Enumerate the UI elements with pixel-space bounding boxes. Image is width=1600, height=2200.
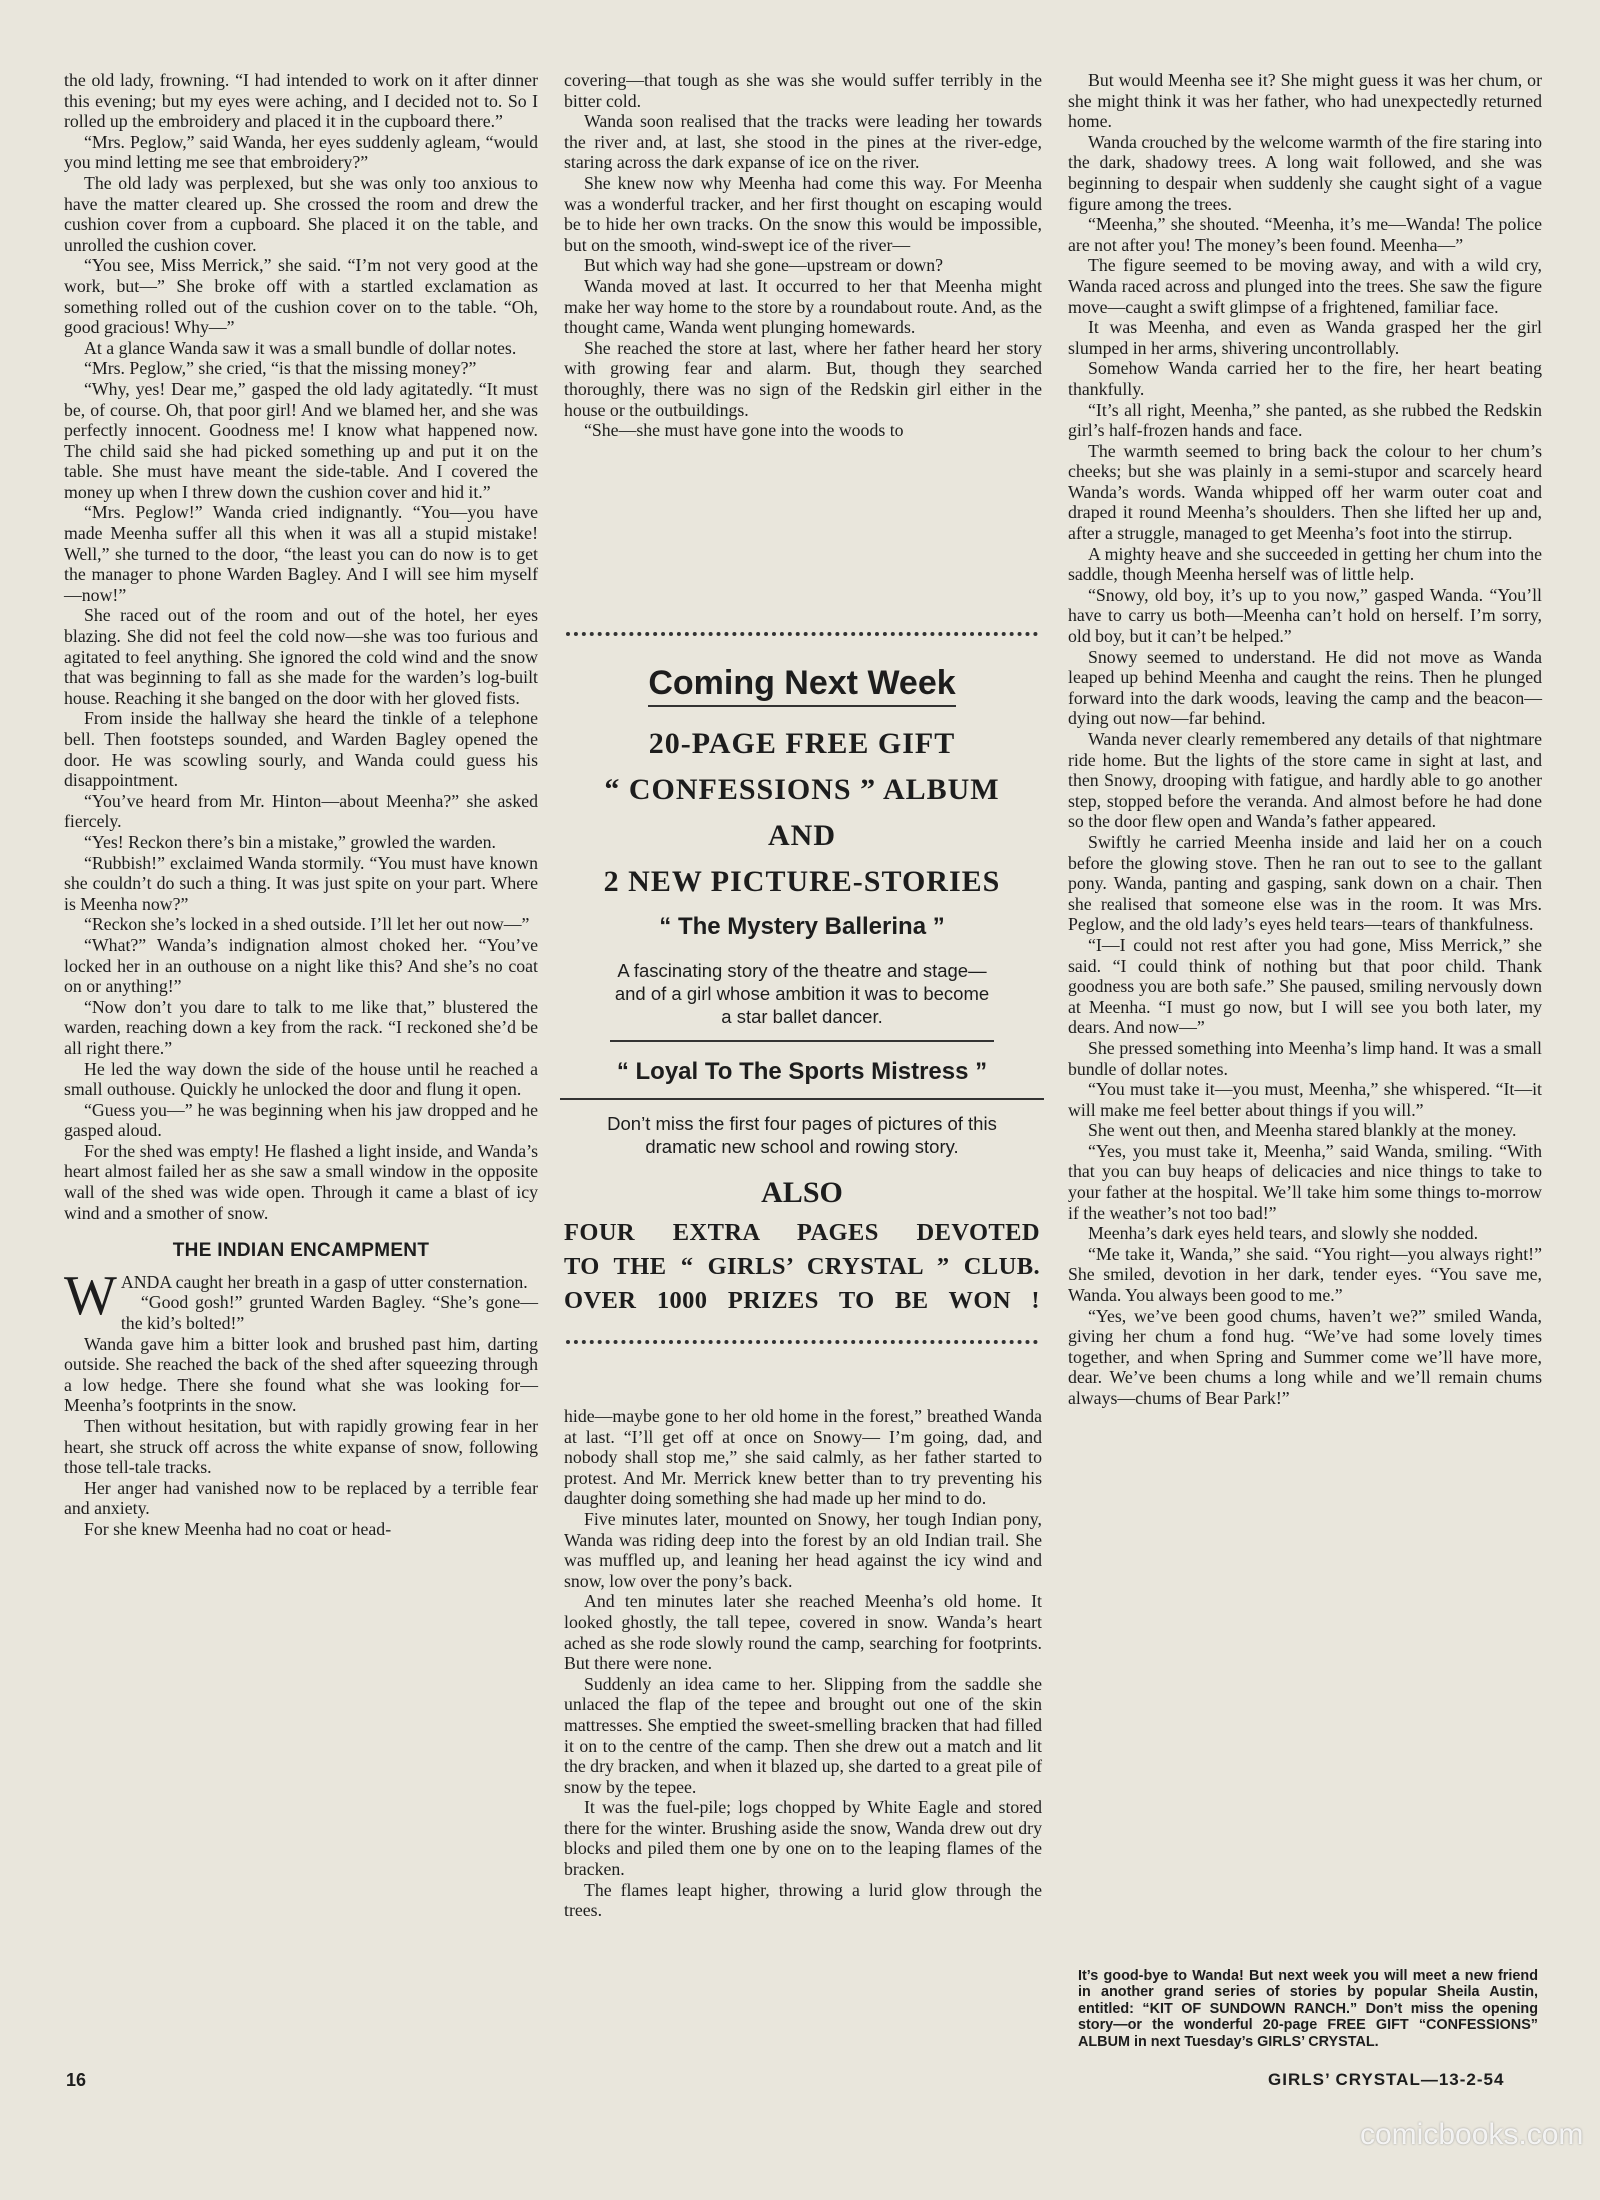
paragraph: Wanda soon realised that the tracks were leading her towards the river and, at last, she stood in the pines at the river-edge, staring across the dark expanse of ice on the river.	[564, 111, 1042, 173]
page-number: 16	[66, 2070, 87, 2090]
paragraph: “What?” Wanda’s indignation almost choked her. “You’ve locked her in an outhouse on a night like this? And she’s no coat on or anything!”	[64, 934, 538, 997]
paragraph: She pressed something into Meenha’s limp hand. It was a small bundle of dollar notes.	[1068, 1037, 1542, 1079]
paragraph: the old lady, frowning. “I had intended to work on it after dinner this evening; but my eyes were aching, and I decided not to. So I rolled up the embroidery and placed it in the cupboard there.”	[64, 70, 538, 132]
story-column-2-bottom	[564, 1406, 1042, 1921]
paragraph: Wanda moved at last. It occurred to her that Meenha might make her way home to the store by a roundabout route. And, as the thought came, Wanda went plunging homewards.	[564, 275, 1042, 338]
dotted-divider	[566, 632, 1038, 642]
dotted-divider	[566, 1340, 1038, 1350]
paragraph: The figure seemed to be moving away, and with a wild cry, Wanda raced across and plunged into the trees. She saw the figure move—caught a swift glimpse of a frightened, familiar face.	[1068, 255, 1542, 317]
paragraph: She raced out of the room and out of the hotel, her eyes blazing. She did not feel the cold now—she was too furious and agitated to feel anything. She ignored the cold wind and the snow that was beginning to fall as she made for the warden’s log-built house. Reaching it she banged on the door with her gloved fists.	[64, 605, 538, 708]
gift-line: AND	[768, 819, 836, 852]
paragraph: It was the fuel-pile; logs chopped by White Eagle and stored there for the winter. Brushing aside the snow, Wanda drew out dry blocks and piled them one by one on to the leaping flames of the bracken.	[564, 1797, 1042, 1880]
paragraph: “Mrs. Peglow,” said Wanda, her eyes suddenly agleam, “would you mind letting me see that embroidery?”	[64, 131, 538, 173]
extra-line: OVER 1000 PRIZES TO BE WON !	[564, 1287, 1040, 1314]
paragraph: The flames leapt higher, throwing a lurid glow through the trees.	[564, 1879, 1042, 1921]
paragraph: “You see, Miss Merrick,” she said. “I’m not very good at the work, but—” She broke off with a startled exclamation as something rolled out of the cushion cover on to the table. “Oh, good gracious! Why—”	[64, 255, 538, 338]
closing-note: It’s good-bye to Wanda! But next week you will meet a new friend in another grand series of stories by popular Sheila Austin, entitled: “KIT OF SUNDOWN RANCH.” Don’t miss the opening story—or the wonderful 20-page FREE GIFT “CONFESSIONS” ALBUM in next Tuesday’s GIRLS’ CRYSTAL.	[1078, 1968, 1538, 2050]
paragraph: covering—that tough as she was she would suffer terribly in the bitter cold.	[564, 70, 1042, 111]
paragraph: “Yes, you must take it, Meenha,” said Wanda, smiling. “With that you can buy heaps of delicacies and nice things to take to your father at the hospital. We’ll take him some things to-morrow if the weather’s not too bad!”	[1068, 1140, 1542, 1223]
paragraph: “Why, yes! Dear me,” gasped the old lady agitatedly. “It must be, of course. Oh, that poor girl! And we blamed her, and she was perfectly innocent. Goodness me! I know what happened now. The child said she had picked something up and put it on the table. She must have meant the side-table. And I covered the money up when I threw down the cushion cover and hid it.”	[64, 378, 538, 502]
story-title: “ Loyal To The Sports Mistress ”	[560, 1058, 1044, 1100]
paragraph: “Rubbish!” exclaimed Wanda stormily. “You must have known she couldn’t do such a thing. It was just spite on your part. Where is Meenha now?”	[64, 852, 538, 914]
paragraph: For the shed was empty! He flashed a light inside, and Wanda’s heart almost failed her as she saw a small window in the opposite wall of the shed was wide open. Through it came a blast of icy wind and a smother of snow.	[64, 1140, 538, 1223]
paragraph: The old lady was perplexed, but she was only too anxious to have the matter cleared up. She crossed the room and drew the cushion cover from a cupboard. She placed it on the table, and unrolled the cushion cover.	[64, 172, 538, 255]
paragraph: Somehow Wanda carried her to the fire, her heart beating thankfully.	[1068, 358, 1542, 399]
gift-line: “ CONFESSIONS ” ALBUM	[604, 773, 1000, 806]
paragraph: She went out then, and Meenha stared blankly at the money.	[1088, 1120, 1517, 1141]
paragraph: Suddenly an idea came to her. Slipping from the saddle she unlaced the flap of the tepee and brought out one of the skin mattresses. She emptied the sweet-smelling bracken that had filled it on to the centre of the camp. Then she drew out a match and lit the dry bracken, and when it blazed up, she darted to a great pile of snow by the tepee.	[564, 1673, 1042, 1797]
paragraph: Wanda never clearly remembered any details of that nightmare ride home. But the lights of the store came in sight at last, and then Snowy, drooping with fatigue, and hardly able to go another step, stopped before the veranda. And almost before he had done so the door flew open and Wanda’s father appeared.	[1068, 729, 1542, 832]
paragraph: She reached the store at last, where her father heard her story with growing fear and alarm. But, though they searched thoroughly, there was no sign of the Redskin girl either in the house or the outbuildings.	[564, 337, 1042, 420]
paragraph: Her anger had vanished now to be replaced by a terrible fear and anxiety.	[64, 1477, 538, 1519]
also-label: ALSO	[761, 1176, 843, 1209]
story-column-3	[1068, 70, 1542, 1409]
paragraph: Five minutes later, mounted on Snowy, her tough Indian pony, Wanda was riding deep into the forest by an old Indian trail. She was muffled up, and leaning her head against the icy wind and snow, low over the pony’s back.	[564, 1508, 1042, 1591]
gift-line: 20-PAGE FREE GIFT	[648, 727, 956, 760]
paragraph: The warmth seemed to bring back the colour to her chum’s cheeks; but she was plainly in a semi-stupor and scarcely heard Wanda’s words. Wanda whipped off her warm outer coat and draped it round Meenha’s shoulders. Then she lifted her up and, after a struggle, managed to get Meenha’s foot into the stirrup.	[1068, 440, 1542, 544]
paragraph: “It’s all right, Meenha,” she panted, as she rubbed the Redskin girl’s half-frozen hands and face.	[1068, 399, 1542, 441]
paragraph: For she knew Meenha had no coat or head-	[84, 1518, 392, 1539]
paragraph: Snowy seemed to understand. He did not move as Wanda leaped up behind Meenha and caught the reins. Then he plunged forward into the dark woods, leaving the camp and the beacon—dying out now—far behind.	[1068, 646, 1542, 729]
paragraph: “Meenha,” she shouted. “Meenha, it’s me—Wanda! The police are not after you! The money’s been found. Meenha—”	[1068, 214, 1542, 255]
extra-line: TO THE “ GIRLS’ CRYSTAL ” CLUB.	[564, 1253, 1040, 1280]
paragraph: “You’ve heard from Mr. Hinton—about Meenha?” she asked fiercely.	[64, 790, 538, 832]
paragraph: “You must take it—you must, Meenha,” she whispered. “It—it will make me feel better about things if you will.”	[1068, 1079, 1542, 1120]
paragraph: She knew now why Meenha had come this way. For Meenha was a wonderful tracker, and her first thought on escaping would be to hide her own tracks. On the snow this would be impossible, but on the smooth, wind-swept ice of the river—	[564, 172, 1042, 255]
paragraph: Wanda gave him a bitter look and brushed past him, darting outside. She reached the back of the shed after squeezing through a low hedge. There she found what she was looking for—Meenha’s footprints in the snow.	[64, 1333, 538, 1416]
paragraph: “Now don’t you dare to talk to me like that,” blustered the warden, reaching down a key from the rack. “I reckoned she’d be all right there.”	[64, 996, 538, 1058]
paragraph: But which way had she gone—upstream or down?	[584, 255, 944, 276]
paragraph: A mighty heave and she succeeded in getting her chum into the saddle, though Meenha herself was of little help.	[1068, 543, 1542, 585]
paragraph: “Good gosh!” grunted Warden Bagley. “She’s gone—the kid’s bolted!”	[120, 1292, 538, 1334]
advert-heading: Coming Next Week	[648, 664, 955, 707]
paragraph: Then without hesitation, but with rapidly growing fear in her heart, she struck off across the white expanse of snow, following those tell-tale tracks.	[64, 1416, 538, 1478]
paragraph-text: ANDA caught her breath in a gasp of utter consternation.	[120, 1271, 528, 1292]
paragraph: Meenha’s dark eyes held tears, and slowly she nodded.	[1088, 1223, 1479, 1244]
section-heading: THE INDIAN ENCAMPMENT	[172, 1240, 430, 1262]
paragraph: “She—she must have gone into the woods to	[584, 420, 904, 441]
story-description: Don’t miss the first four pages of pictures of this dramatic new school and rowing story.	[607, 1113, 997, 1157]
paragraph: He led the way down the side of the house until he reached a small outhouse. Quickly he unlocked the door and flung it open.	[64, 1058, 538, 1100]
paragraph: “Yes! Reckon there’s bin a mistake,” growled the warden.	[84, 831, 496, 852]
paragraph: “Me take it, Wanda,” she said. “You right—you always right!” She smiled, devotion in her dark, tender eyes. “You save me, Wanda. You always been good to me.”	[1068, 1243, 1542, 1306]
gift-line: 2 NEW PICTURE-STORIES	[603, 865, 1001, 898]
extra-line: FOUR EXTRA PAGES DEVOTED	[564, 1219, 1040, 1246]
story-description: A fascinating story of the theatre and stage—and of a girl whose ambition it was to become a star ballet dancer.	[610, 951, 994, 1042]
story-column-2-top	[564, 70, 1042, 441]
paragraph: From inside the hallway she heard the tinkle of a telephone bell. Then footsteps sounded, and Warden Bagley opened the door. He was scowling sourly, and Wanda could guess his disappointment.	[64, 708, 538, 791]
paragraph: At a glance Wanda saw it was a small bundle of dollar notes.	[84, 337, 517, 358]
story-title: “ The Mystery Ballerina ”	[659, 913, 945, 940]
paragraph: But would Meenha see it? She might guess it was her chum, or she might think it was her father, who had unexpectedly returned home.	[1068, 70, 1542, 132]
drop-cap: W	[64, 1264, 117, 1327]
paragraph: And ten minutes later she reached Meenha’s old home. It looked ghostly, the tall tepee, covered in snow. Wanda’s heart ached as she rode slowly round the camp, searching for footprints. But there were none.	[564, 1591, 1042, 1674]
coming-next-week-advert	[560, 632, 1044, 1350]
paragraph: Wanda crouched by the welcome warmth of the fire staring into the dark, shadowy trees. A long wait followed, and she was beginning to despair when suddenly she caught sight of a vague figure among the trees.	[1068, 131, 1542, 214]
watermark: comicbooks.com	[1360, 2118, 1584, 2151]
issue-footer: GIRLS’ CRYSTAL—13-2-54	[1268, 2070, 1505, 2089]
paragraph: It was Meenha, and even as Wanda grasped her the girl slumped in her arms, shivering uncontrollably.	[1068, 317, 1542, 358]
paragraph: “Mrs. Peglow,” she cried, “is that the missing money?”	[84, 358, 477, 379]
paragraph: “Yes, we’ve been good chums, haven’t we?” smiled Wanda, giving her chum a fond hug. “We’ve had some lovely times together, and when Spring and Summer come we’ll have more, dear. We’ve been chums a long while and we’ll remain chums always—chums of Bear Park!”	[1068, 1305, 1542, 1408]
story-column-1	[64, 70, 538, 1540]
paragraph: “Snowy, old boy, it’s up to you now,” gasped Wanda. “You’ll have to carry us both—Meenha can’t hold on herself. I’m sorry, old boy, but it can’t be helped.”	[1068, 584, 1542, 647]
paragraph: “Mrs. Peglow!” Wanda cried indignantly. “You—you have made Meenha suffer all this when it was all a stupid mistake! Well,” she turned to the door, “the least you can do now is to get the manager to phone Warden Bagley. And I will see him myself—now!”	[64, 502, 538, 605]
paragraph: “Guess you—” he was beginning when his jaw dropped and he gasped aloud.	[64, 1099, 538, 1141]
paragraph: “I—I could not rest after you had gone, Miss Merrick,” she said. “I could think of nothing but that poor child. Thank goodness you are both safe.” She paused, smiling nervously down at Meenha. “I must go now, but I will see you both later, my dears. And now—”	[1068, 934, 1542, 1038]
paragraph: Swiftly he carried Meenha inside and laid her on a couch before the glowing stove. Then he ran out to see to the gallant pony. Wanda, panting and gasping, sank down on a chair. Then she realised that someone else was in the room. It was Mrs. Peglow, and the old lady’s eyes held tears—tears of thankfulness.	[1068, 831, 1542, 935]
paragraph: hide—maybe gone to her old home in the forest,” breathed Wanda at last. “I’ll get off at once on Snowy— I’m going, dad, and nobody shall stop me,” she said calmly, as her father started to protest. And Mr. Merrick knew better than to try preventing his daughter doing something she had made up her mind to do.	[564, 1406, 1042, 1509]
paragraph: “Reckon she’s locked in a shed outside. I’ll let her out now—”	[84, 914, 530, 935]
